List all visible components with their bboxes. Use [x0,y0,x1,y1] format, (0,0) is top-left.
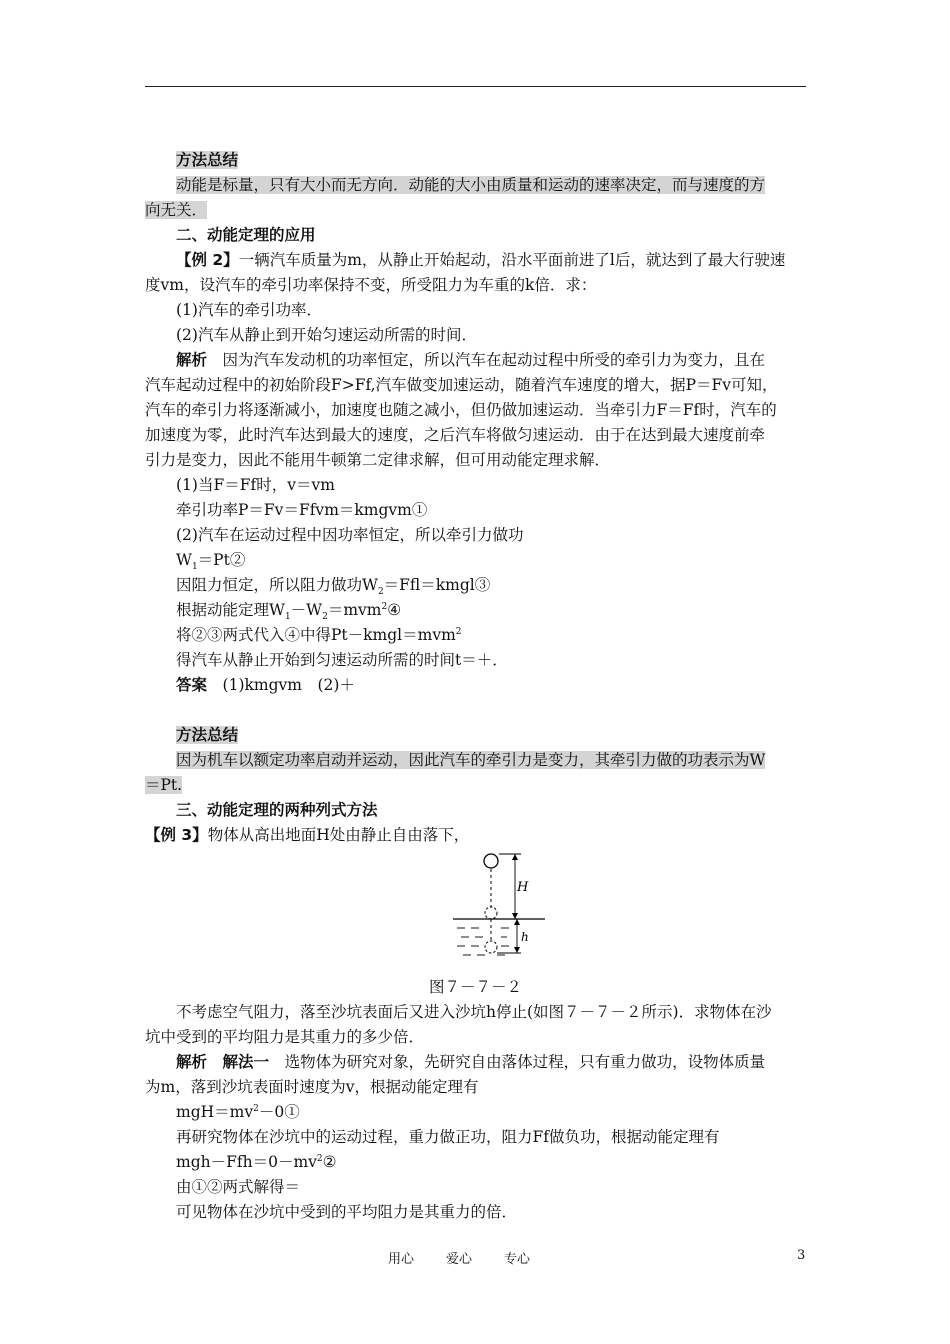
sub-question-1: (1)汽车的牵引功率． [176,301,322,319]
example-tag: 【例 3】 [145,826,208,844]
analysis-label: 解析 [176,351,208,369]
analysis-line: 为m，落到沙坑表面时速度为v，根据动能定理有 [145,1078,479,1096]
solution-step: $W_1=Pt②$ [176,551,246,573]
footer-motto-item: 爱心 [446,1252,473,1267]
example-question: 【例 2】一辆汽车质量为m，从静止开始起动，沿水平面前进了l后，就达到了最大行驶速 [176,251,786,269]
solution-step: 将②③两式代入④中得Pt－kmgl＝mvm$^2$ [176,626,462,644]
equation-line: $mgh-Ffh=0-mv^2②$ [176,1153,337,1171]
solution-step: 因阻力恒定，所以阻力做功$W_2=Ffl=kmgl③$ [176,576,491,598]
summary-text: 动能是标量，只有大小而无方向．动能的大小由质量和运动的速率决定，而与速度的方 [176,176,766,194]
footer-motto [388,1248,562,1267]
solution-step: 牵引功率P＝Fv＝Ffvm＝kmgvm① [176,501,428,519]
solution-step: (2)汽车在运动过程中因功率恒定，所以牵引力做功 [176,526,524,544]
analysis-paragraph: 解析 解法一 选物体为研究对象，先研究自由落体过程，只有重力做功，设物体质量 [176,1053,766,1071]
example-question-cont: 坑中受到的平均阻力是其重力的多少倍． [145,1028,425,1046]
analysis-line: 加速度为零，此时汽车达到最大的速度，之后汽车将做匀速运动．由于在达到最大速度前牵 [145,426,766,444]
equation-line: 再研究物体在沙坑中的运动过程，重力做正功，阻力Ff做负功，根据动能定理有 [176,1128,720,1146]
section-title: 二、动能定理的应用 [176,226,316,244]
summary-text: 因为机车以额定功率启动并运动，因此汽车的牵引力是变力，其牵引力做的功表示为W [176,751,766,769]
solution-step: (1)当F＝Ff时，v＝vm [176,476,335,494]
equation-line: 可见物体在沙坑中受到的平均阻力是其重力的倍． [176,1203,518,1221]
page-number: 3 [797,1248,806,1263]
summary-heading: 方法总结 [176,151,239,169]
analysis-line: 引力是变力，因此不能用牛顿第二定律求解，但可用动能定理求解． [145,451,611,469]
summary-text-cont: 向无关． [145,201,208,219]
summary-text-cont: ＝Pt. [145,776,183,794]
example-question-cont: 度vm，设汽车的牵引功率保持不变，所受阻力为车重的k倍．求： [145,276,597,294]
analysis-line: 汽车起动过程中的初始阶段F>Ff,汽车做变加速运动，随着汽车速度的增大，据P＝Fv可知， [145,376,778,394]
height-label-H: H [517,880,529,895]
footer-motto-item: 用心 [388,1252,415,1267]
header-rule [145,86,806,87]
equation-line: $mgH=mv^2-0①$ [176,1103,300,1121]
sub-question-2: (2)汽车从静止到开始匀速运动所需的时间． [176,326,477,344]
example-tag: 【例 2】 [176,251,239,269]
analysis-line: 汽车的牵引力将逐渐减小，加速度也随之减小，但仍做加速运动．当牵引力F＝Ff时，汽车的 [145,401,777,419]
figure-caption: 图７－７－２ [428,978,522,996]
analysis-paragraph: 解析 因为汽车发动机的功率恒定，所以汽车在起动过程中所受的牵引力为变力，且在 [176,351,766,369]
depth-label-h: h [521,930,529,944]
solution-step: 根据动能定理$W_1-W_2=mvm^2④$ [176,601,402,623]
solution-step: 得汽车从静止开始到匀速运动所需的时间t＝＋． [176,651,508,669]
falling-object-figure [145,851,806,973]
method-label: 解法一 [222,1053,270,1071]
equation-line: 由①②两式解得＝ [176,1178,301,1196]
example-question: 【例 3】物体从高出地面H处由静止自由落下， [145,826,470,844]
summary-heading: 方法总结 [176,726,239,744]
example-question-cont: 不考虑空气阻力，落至沙坑表面后又进入沙坑h停止(如图７－７－２所示)．求物体在沙 [176,1003,772,1021]
section-title: 三、动能定理的两种列式方法 [176,801,378,819]
analysis-label: 解析 [176,1053,208,1071]
page-content [145,148,806,1225]
answer-label: 答案 [176,676,208,694]
footer-motto-item: 专心 [504,1252,531,1267]
falling-object-diagram [445,851,545,961]
answer-line: 答案 (1)kmgvm (2)＋ [176,676,355,694]
